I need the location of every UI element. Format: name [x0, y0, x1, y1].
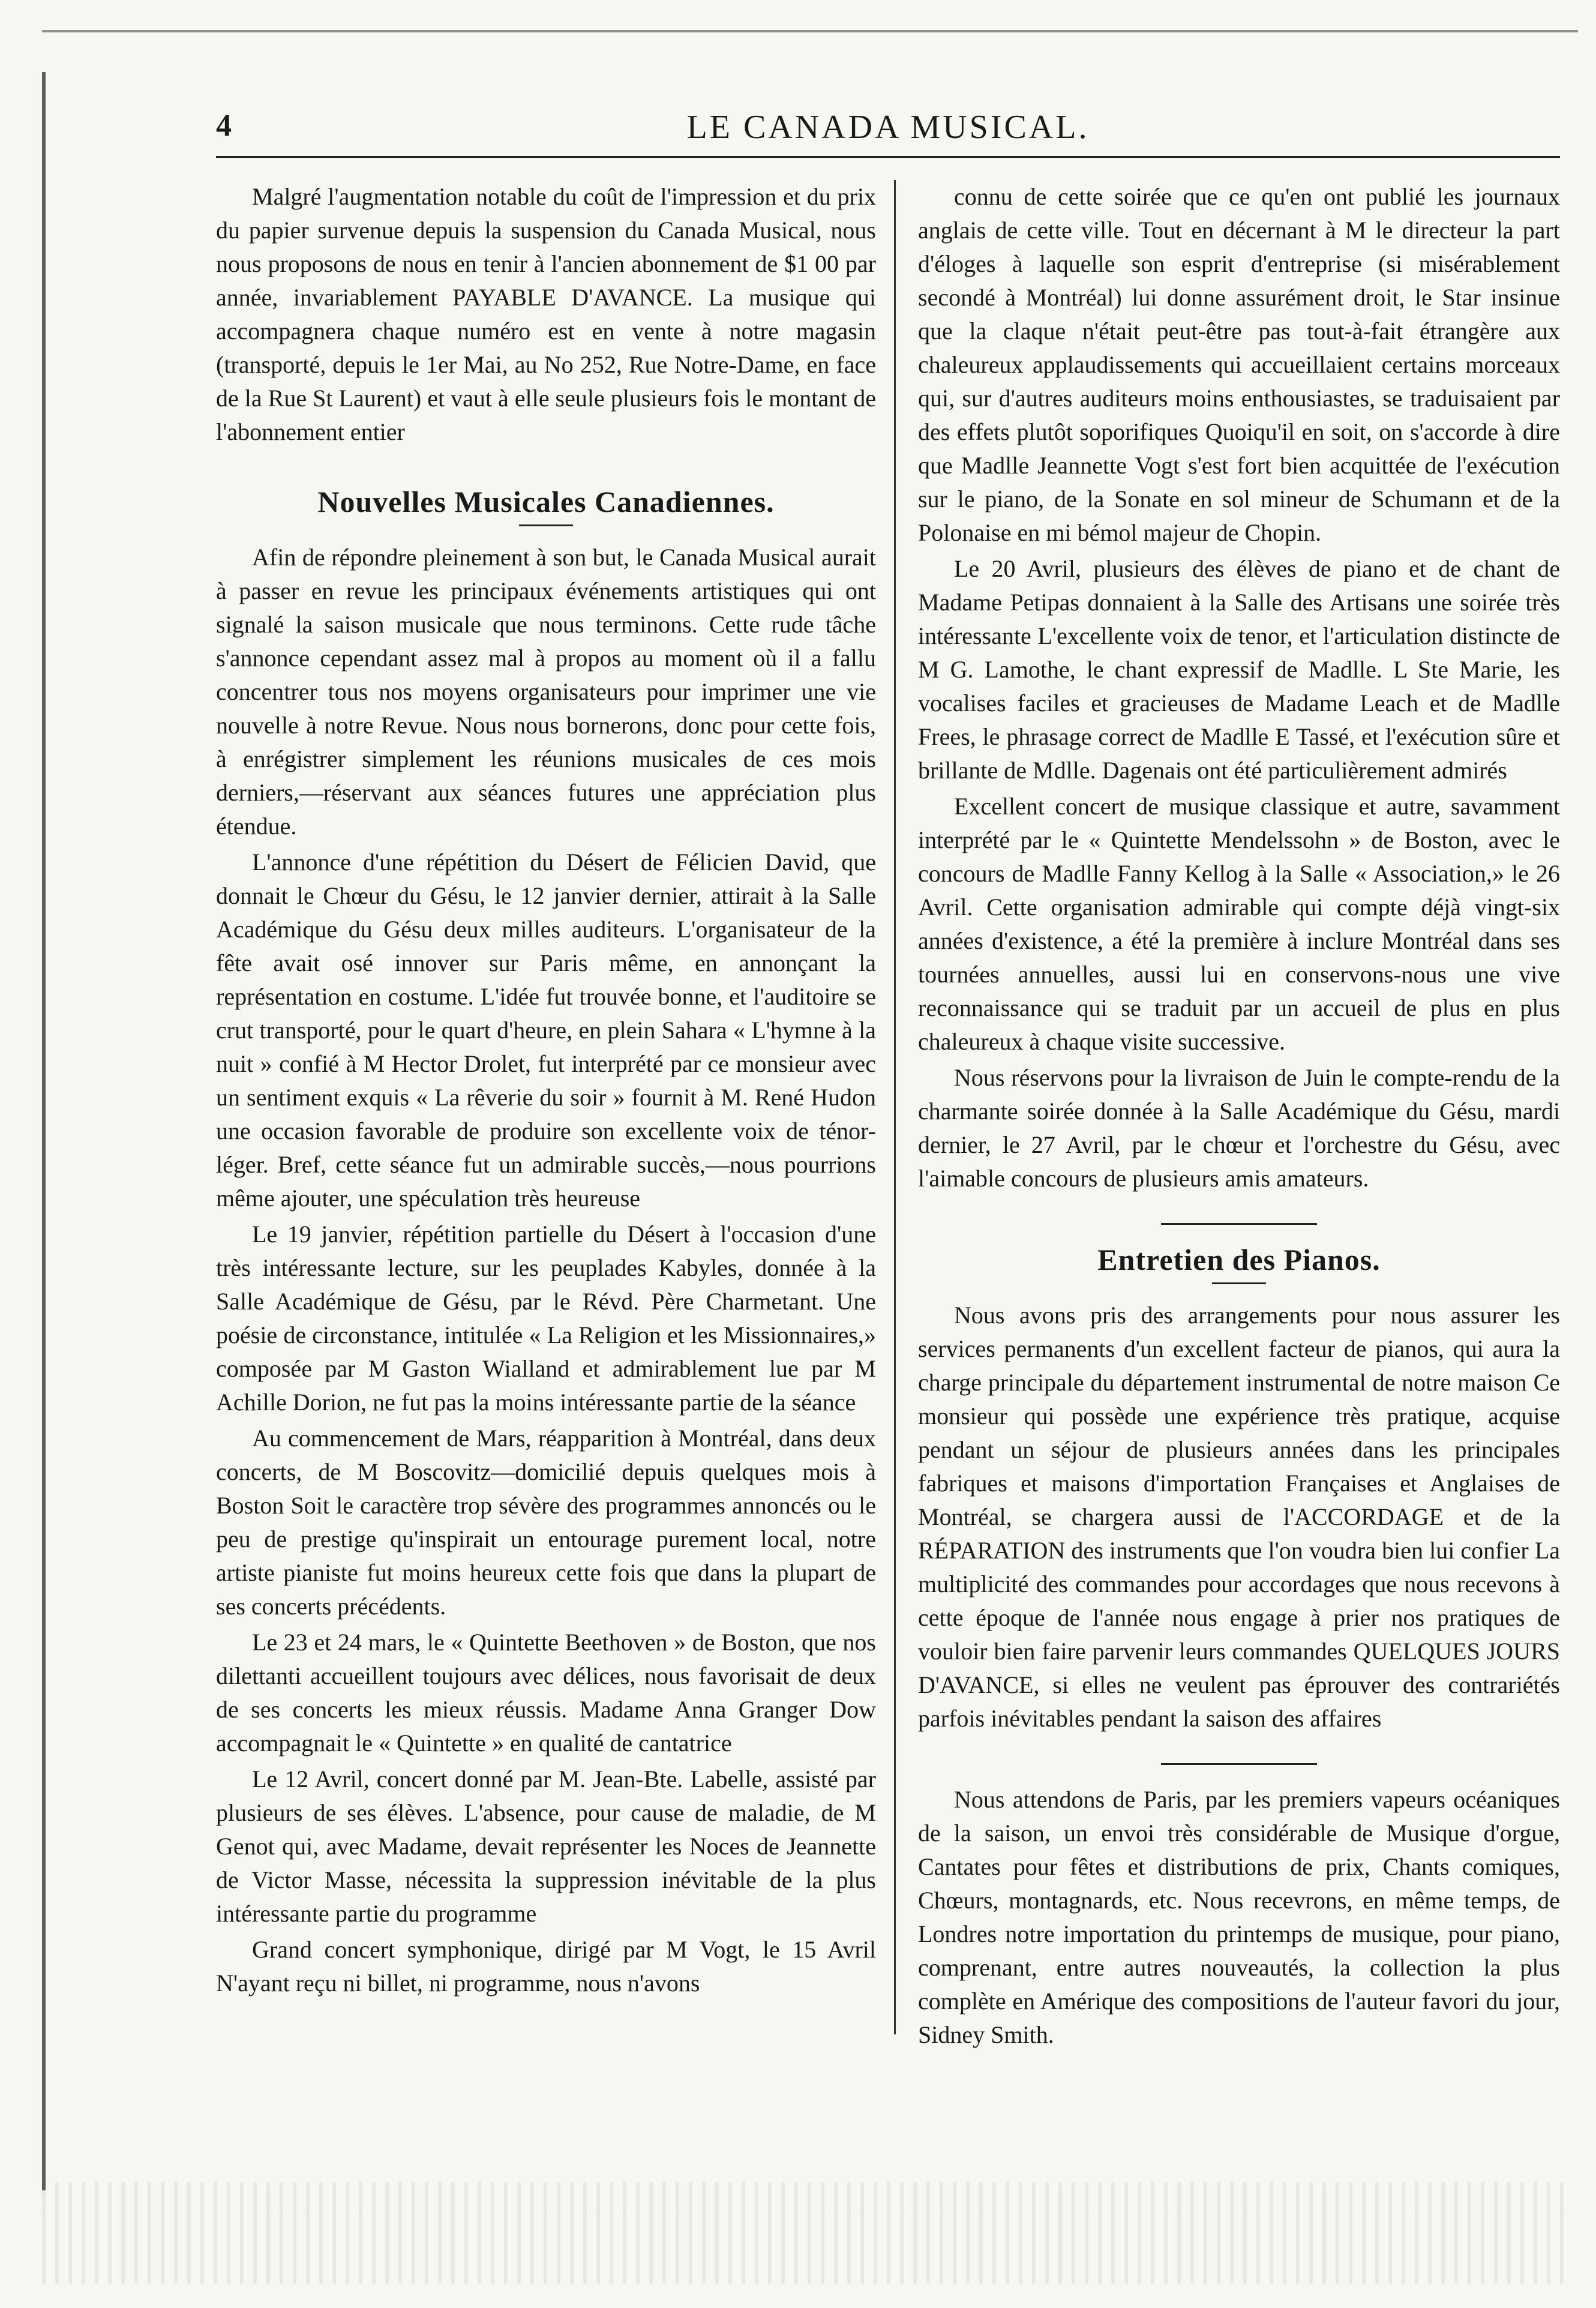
page-edge-damage	[42, 2182, 1566, 2284]
paragraph: Le 23 et 24 mars, le « Quintette Beethoven » de Boston, que nos dilettanti accueillent toujours avec délices, nous favorisait de deux de ses concerts les mieux réussis. Madame Anna Granger Dow accompagnait le « Quintette » en qualité de cantatrice	[216, 1629, 876, 1757]
page-header	[216, 90, 1560, 156]
paragraph: Le 19 janvier, répétition partielle du Désert à l'occasion d'une très intéressante lecture, sur les peuplades Kabyles, donnée à la Salle Académique de Gésu, par le Révd. Père Charmetant. Une poésie de circonstance, intitulée « La Religion et les Missionnaires,» composée par M Gaston Wialland et admirablement lue par M Achille Dorion, ne fut pas la moins intéressante partie de la séance	[216, 1221, 876, 1416]
paragraph: Nous attendons de Paris, par les premiers vapeurs océaniques de la saison, un envoi très considérable de Musique d'orgue, Cantates pour fêtes et distributions de prix, Chants comiques, Chœurs, montagnards, etc. Nous recevrons, en même temps, de Londres notre importation du printemps de musique, pour piano, comprenant, entre autres nouveautés, la collection la plus complète en Amérique des compositions de l'auteur favori du jour, Sidney Smith.	[918, 1786, 1560, 2048]
paragraph: connu de cette soirée que ce qu'en ont publié les journaux anglais de cette ville. Tout en décernant à M le directeur la part d'éloges à laquelle son esprit d'entreprise (si misérablement secondé à Montréal) lui donne assurément droit, le Star insinue que la claque n'était peut-être pas tout-à-fait étrangère aux chaleureux applaudissements qui accueillaient certains morceaux qui, sur d'autres auditeurs moins enthousiastes, se traduisaient par des effets plutôt soporifiques Quoiqu'il en soit, on s'accorde à dire que Madlle Jeannette Vogt s'est fort bien acquittée de l'exécution sur le piano, de la Sonate en sol mineur de Schumann et de la Polonaise en mi bémol majeur de Chopin.	[918, 183, 1560, 546]
nouvelles-body	[216, 541, 876, 2000]
masthead-title: LE CANADA MUSICAL.	[686, 109, 1090, 146]
paragraph: Nous réservons pour la livraison de Juin le compte-rendu de la charmante soirée donnée à la Salle Académique du Gésu, mardi dernier, le 27 Avril, par le chœur et l'orchestre du Gésu, avec l'aimable concours de plusieurs amis amateurs.	[918, 1064, 1560, 1192]
page-number: 4	[216, 109, 232, 143]
top-border-rule	[42, 30, 1578, 32]
column-divider	[894, 180, 896, 2034]
subscription-notice: Malgré l'augmentation notable du coût de l'impression et du prix du papier survenue depuis la suspension du Canada Musical, nous nous proposons de nous en tenir à l'ancien abonnement de $1 00 par année, invariablement PAYABLE D'AVANCE. La musique qui accompagnera chaque numéro est en vente à notre magasin (transporté, depuis le 1er Mai, au No 252, Rue Notre-Dame, en face de la Rue St Laurent) et vaut à elle seule plusieurs fois le montant de l'abonnement entier	[216, 183, 876, 445]
section-separator	[1161, 1223, 1317, 1225]
title-rule	[519, 524, 573, 526]
paragraph: Le 20 Avril, plusieurs des élèves de piano et de chant de Madame Petipas donnaient à la Salle des Artisans une soirée très intéressante L'excellente voix de tenor, et l'articulation distincte de M G. Lamothe, le chant expressif de Madlle. L Ste Marie, les vocalises faciles et gracieuses de Madame Leach et de Madlle Frees, le phrasage correct de Madlle E Tassé, et l'exécution sûre et brillante de Mdlle. Dagenais ont été particulièrement admirés	[918, 555, 1560, 784]
nouvelles-continued	[918, 180, 1560, 1195]
paragraph: Afin de répondre pleinement à son but, le Canada Musical aurait à passer en revue les principaux événements artistiques qui ont signalé la saison musicale que nous terminons. Cette rude tâche s'annonce cependant assez mal à propos au moment où il a fallu concentrer tous nos moyens organisateurs pour imprimer une vie nouvelle à notre Revue. Nous nous bornerons, donc pour cette fois, à enrégistrer simplement les réunions musicales de ces mois derniers,—réservant aux séances futures une appréciation plus étendue.	[216, 544, 876, 840]
paragraph: Au commencement de Mars, réapparition à Montréal, dans deux concerts, de M Boscovitz—domicilié depuis quelques mois à Boston Soit le caractère trop sévère des programmes annoncés ou le peu de prestige qu'inspirait un entourage purement local, notre artiste pianiste fut moins heureux cette fois que dans la plupart de ses concerts précédents.	[216, 1425, 876, 1620]
section-separator	[1161, 1763, 1317, 1765]
left-column	[216, 180, 876, 2003]
right-column	[918, 180, 1560, 2054]
paragraph: Le 12 Avril, concert donné par M. Jean-Bte. Labelle, assisté par plusieurs de ses élèves. L'absence, pour cause de maladie, de M Genot qui, avec Madame, devait représenter les Noces de Jeannette de Victor Masse, nécessita la suppression inévitable de la plus intéressante partie du programme	[216, 1766, 876, 1927]
pianos-body	[918, 1299, 1560, 1736]
header-rule	[216, 156, 1560, 158]
section-title-nouvelles: Nouvelles Musicales Canadiennes.	[317, 485, 775, 518]
left-border-rule	[42, 72, 46, 2190]
paragraph: Grand concert symphonique, dirigé par M Vogt, le 15 Avril N'ayant reçu ni billet, ni programme, nous n'avons	[216, 1936, 876, 1997]
paragraph: Nous avons pris des arrangements pour nous assurer les services permanents d'un excellent facteur de pianos, qui aura la charge principale du département instrumental de notre maison Ce monsieur qui possède une expérience très pratique, acquise pendant un séjour de plusieurs années dans les principales fabriques et maisons d'importation Françaises et Anglaises de Montréal, se chargera aussi de l'ACCORDAGE et de la RÉPARATION des instruments que l'on voudra bien lui confier La multiplicité des commandes pour accordages que nous recevons à cette époque de l'année nous engage à prier nos pratiques de vouloir bien faire parvenir leurs commandes QUELQUES JOURS D'AVANCE, si elles ne veulent pas éprouver des contrariétés parfois inévitables pendant la saison des affaires	[918, 1302, 1560, 1732]
title-rule	[1212, 1282, 1266, 1284]
section-title-pianos: Entretien des Pianos.	[1097, 1243, 1381, 1276]
paragraph: Excellent concert de musique classique et autre, savamment interprété par le « Quintette Mendelssohn » de Boston, avec le concours de Madlle Fanny Kellog à la Salle « Association,» le 26 Avril. Cette organisation admirable qui compte déjà vingt-six années d'existence, a été la première à inclure Montréal dans ses tournées annuelles, aussi lui en conservons-nous une vive reconnaissance qui se traduit par un accueil de plus en plus chaleureux à chaque visite successive.	[918, 793, 1560, 1055]
import-notice	[918, 1783, 1560, 2052]
paragraph: L'annonce d'une répétition du Désert de Félicien David, que donnait le Chœur du Gésu, le 12 janvier dernier, attirait à la Salle Académique du Gésu deux milles auditeurs. L'organisateur de la fête avait osé innover sur Paris même, en annonçant la représentation en costume. L'idée fut trouvée bonne, et l'auditoire se crut transporté, pour le quart d'heure, en plein Sahara « L'hymne à la nuit » confié à M Hector Drolet, fut interprété par ce monsieur avec un sentiment exquis « La rêverie du soir » fournit à M. René Hudon une occasion favorable de produire son excellente voix de ténor-léger. Bref, cette séance fut un admirable succès,—nous pourrions même ajouter, une spéculation très heureuse	[216, 849, 876, 1212]
